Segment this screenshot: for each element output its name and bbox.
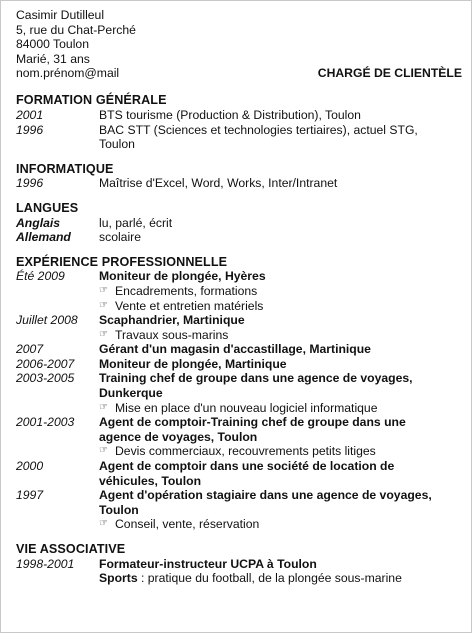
formation-item [16,123,462,152]
experience-item [16,313,462,342]
associative-sports [99,571,462,586]
section-title-experience: EXPÉRIENCE PROFESSIONNELLE [16,254,228,269]
experience-date: Été 2009 [16,269,65,284]
langue-level: lu, parlé, écrit [99,215,173,230]
hand-pointing-icon: ☞ [99,299,108,311]
langue-item [16,216,462,231]
associative-role: Formateur-instructeur UCPA à Toulon [99,556,317,571]
experience-title: Agent d'opération stagiaire dans une agence de voyages, [99,488,432,503]
formation-date: 1996 [16,122,44,137]
section-title-formation: FORMATION GÉNÉRALE [16,93,167,108]
informatique-line: Maîtrise d'Excel, Word, Works, Inter/Intranet [99,176,338,191]
langue-level: scolaire [99,230,141,245]
experience-bullet: ☞ Vente et entretien matériels [99,298,264,313]
contact-status: Marié, 31 ans [16,51,90,66]
associative-item [16,557,462,586]
experience-date: 2006-2007 [16,356,75,371]
experience-date: 2001-2003 [16,415,75,430]
associative-date: 1998-2001 [16,556,75,571]
experience-item [16,415,462,459]
langue-name: Anglais [16,215,61,230]
experience-bullet: ☞ Conseil, vente, réservation [99,517,260,532]
cv-document [16,8,462,586]
formation-line: Toulon [99,137,135,152]
experience-title: Toulon [99,502,139,517]
section-title-langues: LANGUES [16,200,79,215]
section-title-informatique: INFORMATIQUE [16,161,114,176]
experience-bullet: ☞ Devis commerciaux, recouvrements petits litiges [99,444,376,459]
experience-title: Gérant d'un magasin d'accastillage, Martinique [99,342,371,357]
experience-title: Moniteur de plongée, Martinique [99,356,287,371]
hand-pointing-icon: ☞ [99,401,108,413]
experience-item [16,342,462,357]
informatique-date: 1996 [16,176,44,191]
experience-date: 2003-2005 [16,371,75,386]
experience-item [16,488,462,532]
contact-email: nom.prénom@mail [16,66,120,81]
experience-item [16,357,462,372]
experience-title: Moniteur de plongée, Hyères [99,269,266,284]
experience-date: 2007 [16,342,44,357]
hand-pointing-icon: ☞ [99,328,108,340]
experience-title: Agent de comptoir-Training chef de groupe dans une [99,415,406,430]
experience-date: 2000 [16,459,44,474]
experience-bullet: ☞ Encadrements, formations [99,283,258,298]
contact-name: Casimir Dutilleul [16,8,105,22]
experience-title: Dunkerque [99,386,163,401]
contact-street: 5, rue du Chat-Perché [16,22,136,37]
sports-text: : pratique du football, de la plongée sous-marine [137,571,402,586]
hand-pointing-icon: ☞ [99,518,108,530]
experience-bullet: ☞ Travaux sous-marins [99,327,229,342]
experience-title: Scaphandrier, Martinique [99,313,245,328]
experience-item [16,269,462,313]
experience-title: véhicules, Toulon [99,473,202,488]
experience-date: Juillet 2008 [16,313,78,328]
section-associative [16,542,462,586]
job-title: CHARGÉ DE CLIENTÈLE [317,66,462,81]
sports-label: Sports [99,571,138,586]
section-experience [16,255,462,532]
formation-date: 2001 [16,107,44,122]
section-formation [16,93,462,151]
langue-name: Allemand [16,230,71,245]
hand-pointing-icon: ☞ [99,284,108,296]
experience-item [16,371,462,415]
formation-line: BTS tourisme (Production & Distribution), Toulon [99,107,361,122]
formation-item [16,108,462,123]
langue-item [16,230,462,245]
experience-date: 1997 [16,488,44,503]
contact-block [16,8,462,81]
section-informatique [16,162,462,191]
informatique-item [16,176,462,191]
formation-line: BAC STT (Sciences et technologies tertiaires), actuel STG, [99,122,418,137]
experience-bullet: ☞ Mise en place d'un nouveau logiciel informatique [99,400,378,415]
experience-title: agence de voyages, Toulon [99,429,258,444]
section-langues [16,201,462,245]
experience-title: Agent de comptoir dans une société de location de [99,459,395,474]
experience-item [16,459,462,488]
experience-title: Training chef de groupe dans une agence de voyages, [99,371,413,386]
contact-city: 84000 Toulon [16,37,89,52]
section-title-associative: VIE ASSOCIATIVE [16,542,126,556]
hand-pointing-icon: ☞ [99,445,108,457]
